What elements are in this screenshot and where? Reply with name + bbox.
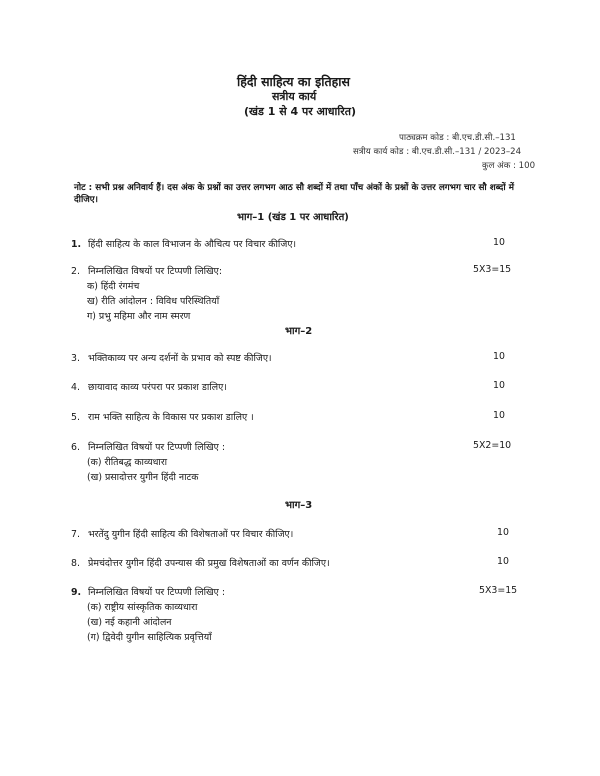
question-9-sub-b: (ख) नई कहानी आंदोलन <box>87 617 172 628</box>
question-text: भरतेंदु युगीन हिंदी साहित्य की विशेषताओं पर विचार कीजिए। <box>88 529 294 540</box>
question-2-sub-b: ख) रीति आंदोलन : विविध परिस्थितियाँ <box>87 296 220 307</box>
question-4 <box>71 380 227 393</box>
question-number: 2. <box>71 266 80 277</box>
section-heading-2: भाग–2 <box>285 326 313 337</box>
question-text: प्रेमचंदोत्तर युगीन हिंदी उपन्यास की प्रमुख विशेषताओं का वर्णन कीजिए। <box>88 558 330 569</box>
question-6-sub-a: (क) रीतिबद्ध काव्यधारा <box>87 457 168 468</box>
question-8-marks: 10 <box>497 556 509 567</box>
question-8 <box>71 556 330 569</box>
question-number: 3. <box>71 353 80 364</box>
question-number: 7. <box>71 529 80 540</box>
total-marks: कुल अंक : 100 <box>482 161 536 171</box>
question-7 <box>71 527 293 540</box>
question-number: 5. <box>71 412 80 423</box>
question-2 <box>71 264 222 277</box>
question-text: छायावाद काव्य परंपरा पर प्रकाश डालिए। <box>88 382 227 393</box>
question-text: निम्नलिखित विषयों पर टिप्पणी लिखिए: <box>88 266 223 277</box>
question-number: 4. <box>71 382 80 393</box>
section-heading-1: भाग–1 (खंड 1 पर आधारित) <box>237 212 349 223</box>
question-2-sub-a: क) हिंदी रंगमंच <box>87 281 140 292</box>
question-5 <box>71 410 254 423</box>
question-number: 6. <box>71 442 80 453</box>
question-3 <box>71 351 272 364</box>
question-1 <box>71 237 296 250</box>
question-text: निम्नलिखित विषयों पर टिप्पणी लिखिए : <box>88 587 226 598</box>
question-9-sub-a: (क) राष्ट्रीय सांस्कृतिक काव्यधारा <box>87 602 198 613</box>
question-6-sub-b: (ख) प्रसादोत्तर युगीन हिंदी नाटक <box>87 472 199 483</box>
question-9-marks: 5X3=15 <box>479 585 518 596</box>
document-title: हिंदी साहित्य का इतिहास <box>237 74 350 89</box>
question-2-sub-c: ग) प्रभु महिमा और नाम स्मरण <box>87 311 191 322</box>
question-2-marks: 5X3=15 <box>473 264 512 275</box>
question-5-marks: 10 <box>493 410 505 421</box>
question-1-marks: 10 <box>493 237 505 248</box>
question-number: 9. <box>71 587 82 598</box>
question-4-marks: 10 <box>493 380 505 391</box>
question-7-marks: 10 <box>497 527 509 538</box>
question-text: राम भक्ति साहित्य के विकास पर प्रकाश डालिए । <box>88 412 254 423</box>
question-number: 8. <box>71 558 80 569</box>
question-text: निम्नलिखित विषयों पर टिप्पणी लिखिए : <box>88 442 226 453</box>
question-9-sub-c: (ग) द्विवेदी युगीन साहित्यिक प्रवृत्तियाँ <box>87 632 212 643</box>
section-heading-3: भाग–3 <box>285 500 313 511</box>
assignment-code: सत्रीय कार्य कोड : बी.एच.डी.सी.–131 / 2023–24 <box>353 147 522 157</box>
document-subtitle: सत्रीय कार्य <box>272 90 317 103</box>
question-9 <box>71 585 225 598</box>
question-text: हिंदी साहित्य के काल विभाजन के औचित्य पर विचार कीजिए। <box>88 239 297 250</box>
question-3-marks: 10 <box>493 351 505 362</box>
question-6 <box>71 440 225 453</box>
document-scope: (खंड 1 से 4 पर आधारित) <box>244 105 357 118</box>
question-text: भक्तिकाव्य पर अन्य दर्शनों के प्रभाव को स्पष्ट कीजिए। <box>88 353 272 364</box>
course-code: पाठ्यक्रम कोड : बी.एच.डी.सी.–131 <box>399 133 516 143</box>
question-6-marks: 5X2=10 <box>473 440 512 451</box>
instructions-note: नोट : सभी प्रश्न अनिवार्य हैं। दस अंक के प्रश्नों का उत्तर लगभग आठ सौ शब्दों में तथा पाँच अंकों के प्रश्नों के उत्तर लगभग चार सौ शब्दों में दीजिए। <box>74 183 514 205</box>
question-number: 1. <box>71 239 82 250</box>
